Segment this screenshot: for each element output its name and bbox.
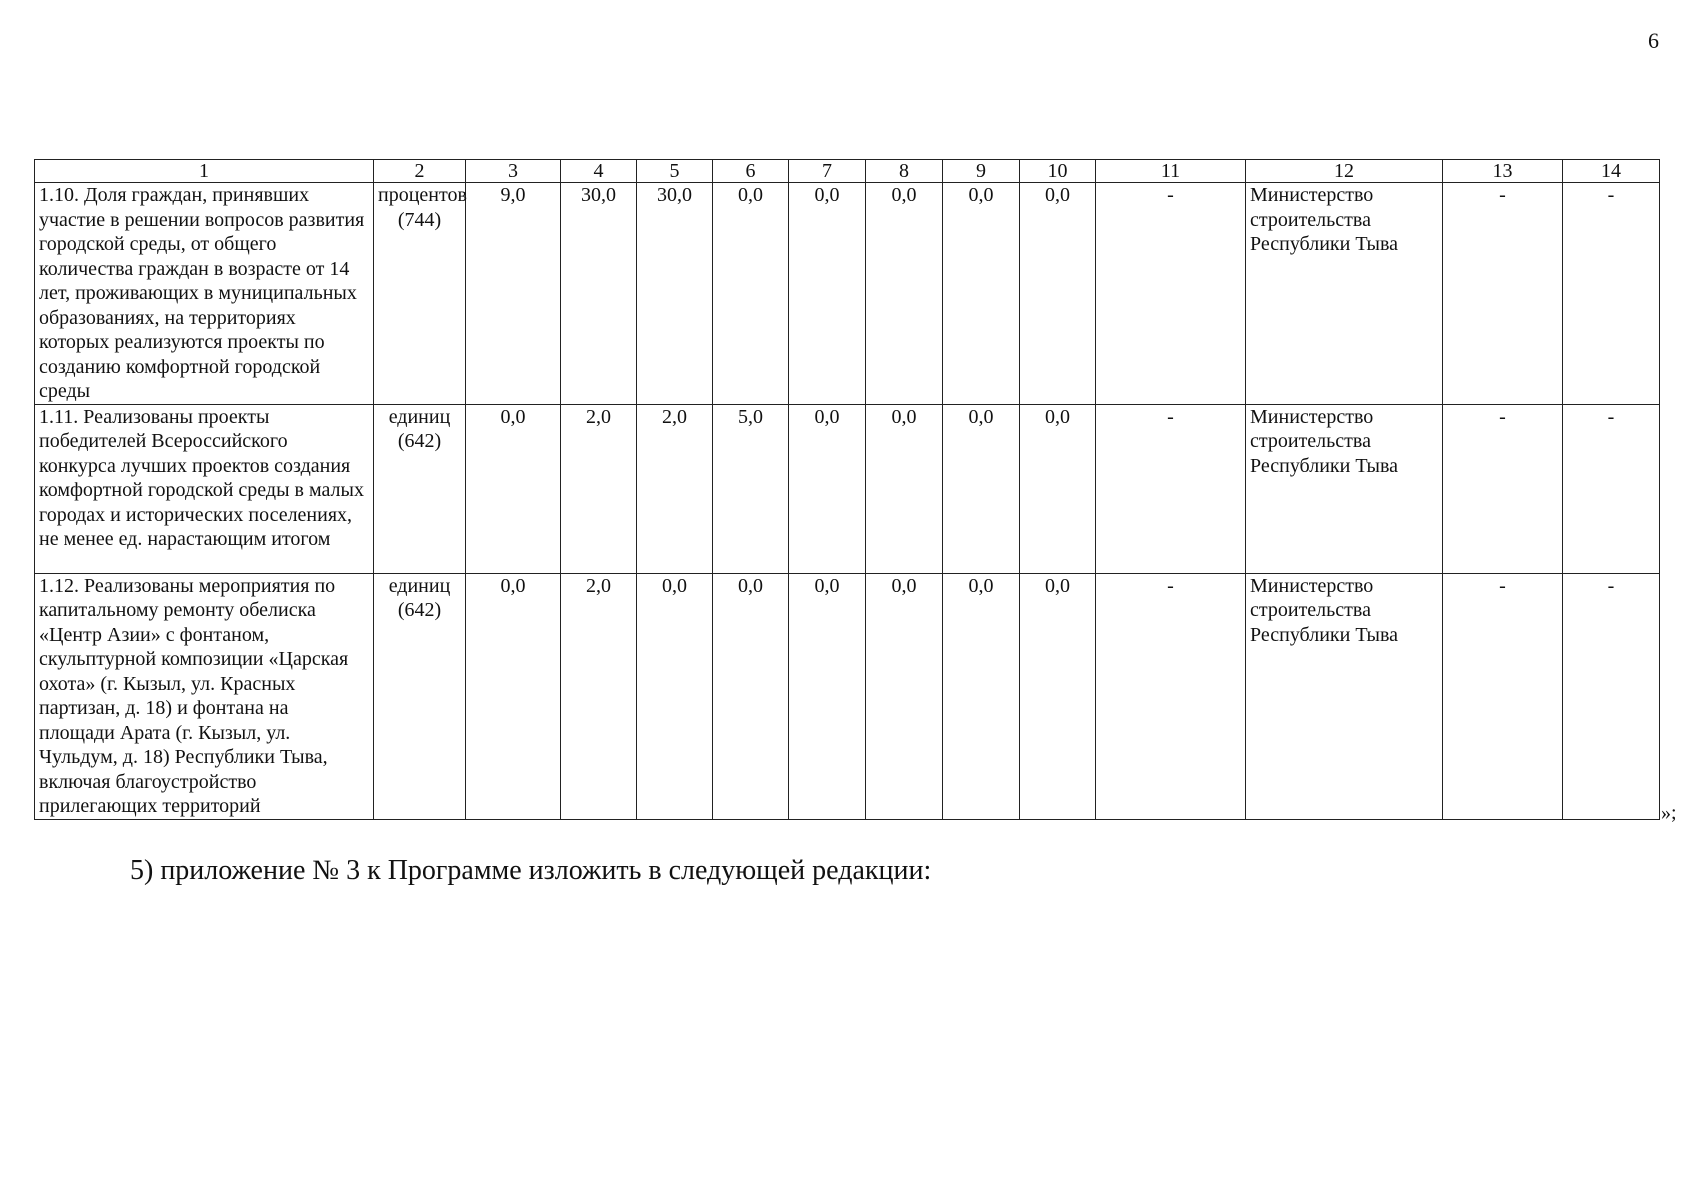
unit-cell: процентов (744): [374, 183, 466, 405]
value-cell: 0,0: [789, 573, 866, 819]
header-cell: 2: [374, 160, 466, 183]
amendment-paragraph: 5) приложение № 3 к Программе изложить в следующей редакции:: [130, 855, 932, 886]
header-cell: 14: [1563, 160, 1660, 183]
value-cell: 0,0: [1020, 404, 1096, 573]
col13-cell: -: [1443, 183, 1563, 405]
value-cell: 0,0: [866, 183, 943, 405]
col11-cell: -: [1096, 404, 1246, 573]
header-cell: 3: [466, 160, 561, 183]
unit-cell: единиц (642): [374, 404, 466, 573]
value-cell: 2,0: [561, 404, 637, 573]
col14-cell: -: [1563, 573, 1660, 819]
indicator-name: 1.12. Реализованы мероприятия по капитальному ремонту обелиска «Центр Азии» с фонтаном, скульптурной композиции «Царская охота» (г. Кызыл, ул. Красных партизан, д. 18) и фонтана на площади Арата (г. Кызыл, ул. Чульдум, д. 18) Республики Тыва, включая благоустройство прилегающих территорий: [35, 573, 374, 819]
unit-cell: единиц (642): [374, 573, 466, 819]
indicator-name: 1.10. Доля граждан, принявших участие в решении вопросов развития городской среды, от общего количества граждан в возрасте от 14 лет, проживающих в муниципальных образованиях, на территориях которых реализуются проекты по созданию комфортной городской среды: [35, 183, 374, 405]
value-cell: 2,0: [637, 404, 713, 573]
value-cell: 0,0: [637, 573, 713, 819]
table-header-row: [35, 160, 1660, 183]
col11-cell: -: [1096, 573, 1246, 819]
value-cell: 30,0: [637, 183, 713, 405]
header-cell: 4: [561, 160, 637, 183]
col13-cell: -: [1443, 573, 1563, 819]
closing-quote: »;: [1661, 802, 1677, 824]
table-row: [35, 183, 1660, 405]
header-cell: 9: [943, 160, 1020, 183]
header-cell: 1: [35, 160, 374, 183]
header-cell: 7: [789, 160, 866, 183]
value-cell: 0,0: [466, 404, 561, 573]
indicators-table: [34, 159, 1660, 820]
header-cell: 13: [1443, 160, 1563, 183]
value-cell: 0,0: [866, 404, 943, 573]
value-cell: 0,0: [713, 573, 789, 819]
col14-cell: -: [1563, 404, 1660, 573]
value-cell: 0,0: [943, 183, 1020, 405]
value-cell: 5,0: [713, 404, 789, 573]
table-row: [35, 573, 1660, 819]
table-row: [35, 404, 1660, 573]
indicator-name: 1.11. Реализованы проекты победителей Всероссийского конкурса лучших проектов создания комфортной городской среды в малых городах и исторических поселениях, не менее ед. нарастающим итогом: [35, 404, 374, 573]
col13-cell: -: [1443, 404, 1563, 573]
value-cell: 0,0: [943, 404, 1020, 573]
value-cell: 0,0: [866, 573, 943, 819]
header-cell: 6: [713, 160, 789, 183]
header-cell: 12: [1246, 160, 1443, 183]
value-cell: 0,0: [789, 404, 866, 573]
value-cell: 0,0: [713, 183, 789, 405]
col14-cell: -: [1563, 183, 1660, 405]
header-cell: 5: [637, 160, 713, 183]
responsible-cell: Министерство строительства Республики Тыва: [1246, 183, 1443, 405]
col11-cell: -: [1096, 183, 1246, 405]
value-cell: 2,0: [561, 573, 637, 819]
value-cell: 0,0: [789, 183, 866, 405]
value-cell: 0,0: [1020, 183, 1096, 405]
value-cell: 0,0: [1020, 573, 1096, 819]
responsible-cell: Министерство строительства Республики Тыва: [1246, 573, 1443, 819]
value-cell: 0,0: [466, 573, 561, 819]
header-cell: 11: [1096, 160, 1246, 183]
header-cell: 10: [1020, 160, 1096, 183]
value-cell: 30,0: [561, 183, 637, 405]
value-cell: 9,0: [466, 183, 561, 405]
responsible-cell: Министерство строительства Республики Тыва: [1246, 404, 1443, 573]
page-number: 6: [1648, 28, 1659, 53]
value-cell: 0,0: [943, 573, 1020, 819]
header-cell: 8: [866, 160, 943, 183]
